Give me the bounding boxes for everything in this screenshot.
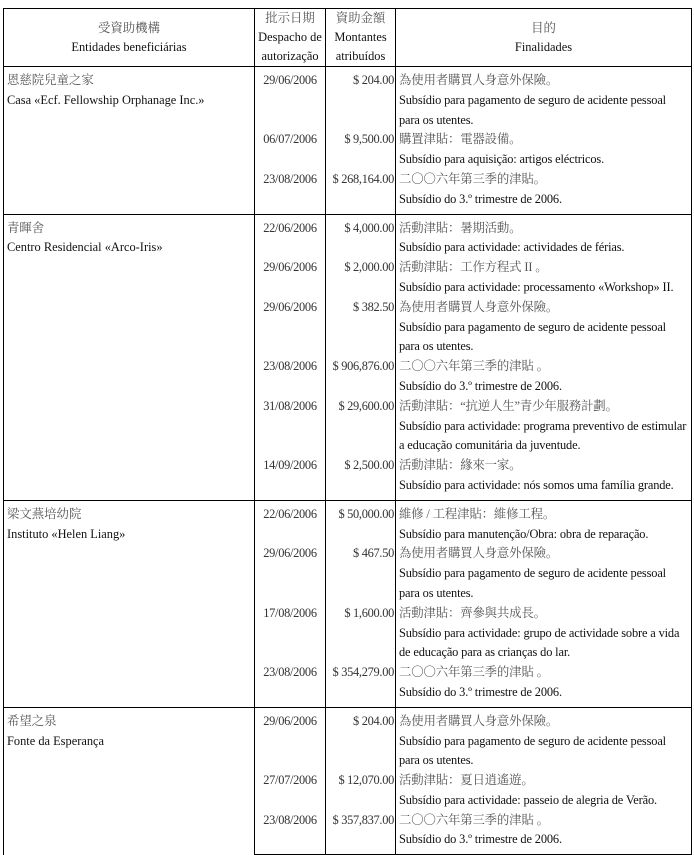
amount: $ 1,600.00 [326, 604, 396, 663]
amount: $ 2,000.00 [326, 258, 396, 298]
header-amount [326, 9, 396, 67]
amount: $ 4,000.00 [326, 214, 396, 258]
header-row [4, 9, 692, 67]
entity-group [4, 500, 692, 707]
entity-name-pt: Instituto «Helen Liang» [7, 526, 126, 541]
purpose-pt: Subsídio para actividade: passeio de alegria de Verão. [399, 792, 657, 807]
purpose-cell [396, 811, 692, 855]
dispatch-date: 22/06/2006 [255, 214, 326, 258]
purpose-zh: 為使用者購買人身意外保險。 [399, 73, 559, 87]
purpose-pt: Subsídio para pagamento de seguro de acidente pessoal para os utentes. [399, 733, 666, 768]
purpose-pt: Subsídio para pagamento de seguro de acidente pessoal para os utentes. [399, 566, 666, 600]
header-entities [4, 9, 255, 67]
purpose-zh: 活動津貼：齊參與共成長。 [399, 605, 546, 620]
purpose-zh: 二〇〇六年第三季的津貼 。 [399, 665, 549, 680]
entity-name-zh: 青暉舍 [7, 220, 45, 235]
dispatch-date: 14/09/2006 [255, 456, 326, 500]
purpose-zh: 活動津貼：工作方程式 II 。 [399, 260, 548, 275]
dispatch-date: 29/06/2006 [255, 707, 326, 771]
header-amount-zh: 資助金額 [335, 11, 386, 25]
purpose-cell [396, 214, 692, 258]
entity-cell [4, 500, 255, 707]
entity-cell [4, 214, 255, 500]
dispatch-date: 23/08/2006 [255, 357, 326, 397]
table-row [4, 214, 692, 258]
amount: $ 268,164.00 [326, 170, 396, 214]
amount: $ 50,000.00 [326, 500, 396, 544]
purpose-cell [396, 170, 692, 214]
amount: $ 9,500.00 [326, 130, 396, 170]
purpose-pt: Subsídio do 3.º trimestre de 2006. [399, 832, 562, 847]
dispatch-date: 31/08/2006 [255, 397, 326, 456]
header-purpose [396, 9, 692, 67]
header-date-pt: Despacho de autorização [258, 30, 322, 63]
purpose-cell [396, 707, 692, 771]
header-purpose-zh: 目的 [531, 20, 556, 35]
purpose-cell [396, 544, 692, 603]
purpose-zh: 維修 / 工程津貼：維修工程。 [399, 506, 556, 521]
purpose-zh: 活動津貼：暑期活動。 [399, 220, 522, 235]
header-entities-pt: Entidades beneficiárias [71, 39, 187, 54]
entity-name-pt: Centro Residencial «Arco-Iris» [7, 240, 163, 255]
amount: $ 204.00 [326, 67, 396, 131]
subsidy-table [3, 8, 692, 855]
amount: $ 357,837.00 [326, 811, 396, 855]
purpose-zh: 活動津貼：“抗逆人生”青少年服務計劃。 [399, 398, 618, 413]
entity-cell [4, 707, 255, 855]
purpose-zh: 為使用者購買人身意外保險。 [399, 713, 559, 728]
purpose-cell [396, 500, 692, 544]
entity-name-pt: Casa «Ecf. Fellowship Orphanage Inc.» [7, 92, 205, 107]
header-amount-pt: Montantes atribuídos [334, 30, 387, 63]
purpose-pt: Subsídio para aquisição: artigos eléctricos. [399, 152, 605, 167]
purpose-zh: 為使用者購買人身意外保險。 [399, 299, 559, 314]
dispatch-date: 22/06/2006 [255, 500, 326, 544]
dispatch-date: 29/06/2006 [255, 298, 326, 357]
purpose-zh: 二〇〇六年第三季的津貼 。 [399, 812, 549, 827]
dispatch-date: 29/06/2006 [255, 258, 326, 298]
entity-name-zh: 梁文燕培幼院 [7, 506, 82, 521]
dispatch-date: 06/07/2006 [255, 130, 326, 170]
purpose-cell [396, 258, 692, 298]
purpose-cell [396, 397, 692, 456]
entity-name-zh: 恩慈院兒童之家 [7, 73, 94, 87]
amount: $ 12,070.00 [326, 771, 396, 811]
purpose-cell [396, 67, 692, 131]
entity-group [4, 67, 692, 215]
purpose-cell [396, 130, 692, 170]
dispatch-date: 17/08/2006 [255, 604, 326, 663]
purpose-zh: 活動津貼：夏日逍遙遊。 [399, 773, 534, 788]
header-purpose-pt: Finalidades [514, 39, 573, 54]
amount: $ 382.50 [326, 298, 396, 357]
header-date [255, 9, 326, 67]
purpose-zh: 為使用者購買人身意外保險。 [399, 546, 559, 561]
entity-name-pt: Fonte da Esperança [7, 733, 105, 748]
purpose-cell [396, 604, 692, 663]
dispatch-date: 23/08/2006 [255, 170, 326, 214]
purpose-pt: Subsídio para manutenção/Obra: obra de reparação. [399, 526, 649, 541]
purpose-cell [396, 771, 692, 811]
purpose-pt: Subsídio para actividade: grupo de actividade sobre a vida de educação para as crianças do lar. [399, 625, 680, 660]
amount: $ 204.00 [326, 707, 396, 771]
purpose-cell [396, 357, 692, 397]
header-date-zh: 批示日期 [265, 11, 315, 25]
dispatch-date: 29/06/2006 [255, 544, 326, 603]
amount: $ 906,876.00 [326, 357, 396, 397]
dispatch-date: 29/06/2006 [255, 67, 326, 131]
entity-name-zh: 希望之泉 [7, 713, 57, 728]
purpose-pt: Subsídio do 3.º trimestre de 2006. [399, 191, 562, 206]
table-row [4, 67, 692, 131]
purpose-pt: Subsídio para actividade: programa preventivo de estimular a educação comunitária da juventude. [399, 418, 687, 453]
entity-group [4, 214, 692, 500]
amount: $ 2,500.00 [326, 456, 396, 500]
amount: $ 467.50 [326, 544, 396, 603]
purpose-pt: Subsídio para pagamento de seguro de acidente pessoal para os utentes. [399, 92, 666, 127]
amount: $ 354,279.00 [326, 663, 396, 707]
header-entities-zh: 受資助機構 [98, 20, 160, 35]
purpose-zh: 購置津貼：電器設備。 [399, 132, 522, 147]
purpose-cell [396, 298, 692, 357]
purpose-zh: 二〇〇六年第三季的津貼 。 [399, 359, 549, 374]
purpose-cell [396, 663, 692, 707]
amount: $ 29,600.00 [326, 397, 396, 456]
purpose-pt: Subsídio para actividade: nós somos uma família grande. [399, 477, 674, 492]
purpose-pt: Subsídio para actividade: processamento «Workshop» II. [399, 279, 674, 294]
purpose-pt: Subsídio do 3.º trimestre de 2006. [399, 378, 562, 393]
table-row [4, 500, 692, 544]
purpose-zh: 活動津貼：緣來一家。 [399, 458, 522, 473]
purpose-pt: Subsídio para pagamento de seguro de acidente pessoal para os utentes. [399, 319, 666, 354]
purpose-pt: Subsídio para actividade: actividades de férias. [399, 240, 625, 255]
purpose-pt: Subsídio do 3.º trimestre de 2006. [399, 684, 562, 699]
purpose-cell [396, 456, 692, 500]
entity-cell [4, 67, 255, 215]
dispatch-date: 23/08/2006 [255, 663, 326, 707]
entity-group [4, 707, 692, 855]
purpose-zh: 二〇〇六年第三季的津貼。 [399, 171, 546, 186]
table-row [4, 707, 692, 771]
dispatch-date: 23/08/2006 [255, 811, 326, 855]
dispatch-date: 27/07/2006 [255, 771, 326, 811]
